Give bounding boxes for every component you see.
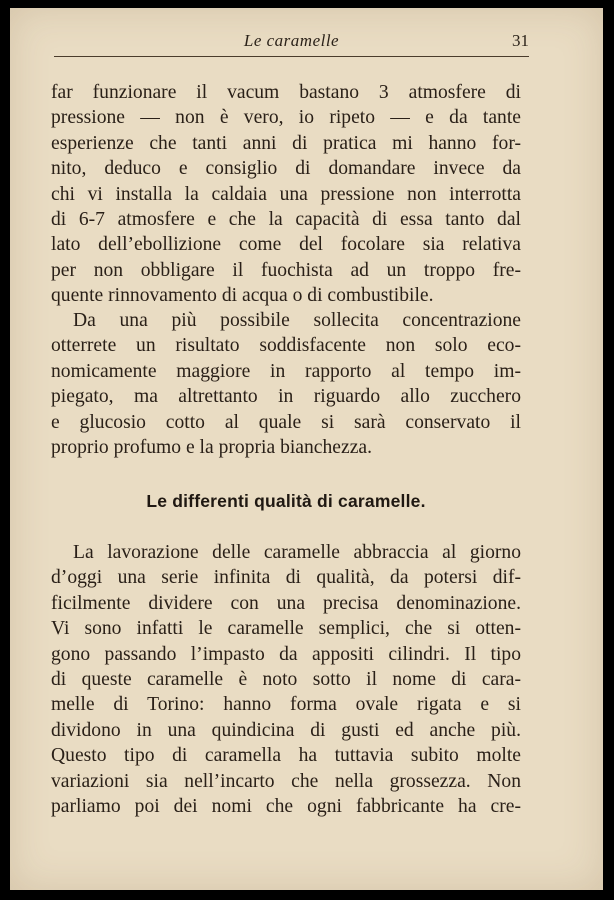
section-heading: Le differenti qualità di caramelle. xyxy=(146,491,426,511)
text-line: e glucosio cotto al quale si sarà conservato il xyxy=(51,411,521,433)
text-line: esperienze che tanti anni di pratica mi hanno for- xyxy=(51,132,521,154)
text-line: ficilmente dividere con una precisa denominazione. xyxy=(51,592,521,614)
text-line: nito, deduco e consiglio di domandare invece da xyxy=(51,158,521,180)
text-line: proprio profumo e la propria bianchezza. xyxy=(51,436,372,458)
text-line: pressione — non è vero, io ripeto — e da tante xyxy=(51,107,521,129)
text-line: gono passando l’impasto da appositi cilindri. Il tipo xyxy=(51,643,521,665)
text-line: far funzionare il vacum bastano 3 atmosfere di xyxy=(51,82,521,103)
text-line: Questo tipo di caramella ha tuttavia subito molte xyxy=(51,745,521,767)
text-line: otterrete un risultato soddisfacente non solo eco- xyxy=(51,335,521,357)
text-line: lato dell’ebollizione come del focolare sia relativa xyxy=(51,234,521,256)
paragraph-2 xyxy=(51,308,521,460)
text-line: La lavorazione delle caramelle abbraccia al giorno xyxy=(73,542,521,563)
running-head xyxy=(54,28,529,57)
text-line: quente rinnovamento di acqua o di combustibile. xyxy=(51,285,434,307)
text-line: d’oggi una serie infinita di qualità, da potersi dif- xyxy=(51,567,521,589)
text-line: di queste caramelle è noto sotto il nome di cara- xyxy=(51,668,521,690)
text-line: parliamo poi dei nomi che ogni fabbricante ha cre- xyxy=(51,795,521,817)
text-line: di 6-7 atmosfere e che la capacità di essa tanto dal xyxy=(51,208,521,230)
page-number: 31 xyxy=(512,31,529,50)
running-title: Le caramelle xyxy=(243,31,340,50)
text-line: nomicamente maggiore in rapporto al tempo im- xyxy=(51,360,521,382)
paragraph-3 xyxy=(51,540,521,819)
text-line: chi vi installa la caldaia una pressione non interrotta xyxy=(51,183,521,205)
book-page xyxy=(10,8,603,890)
text-line: variazioni sia nell’incarto che nella grossezza. Non xyxy=(51,770,521,792)
text-line: Vi sono infatti le caramelle semplici, che si otten- xyxy=(51,618,521,640)
text-line: per non obbligare il fuochista ad un troppo fre- xyxy=(51,259,521,281)
text-line: piegato, ma altrettanto in riguardo allo zucchero xyxy=(51,386,521,408)
text-line: melle di Torino: hanno forma ovale rigata e si xyxy=(51,694,521,716)
text-line: dividono in una quindicina di gusti ed anche più. xyxy=(51,719,521,741)
paragraph-1 xyxy=(51,80,521,309)
text-line: Da una più possibile sollecita concentrazione xyxy=(73,310,521,331)
